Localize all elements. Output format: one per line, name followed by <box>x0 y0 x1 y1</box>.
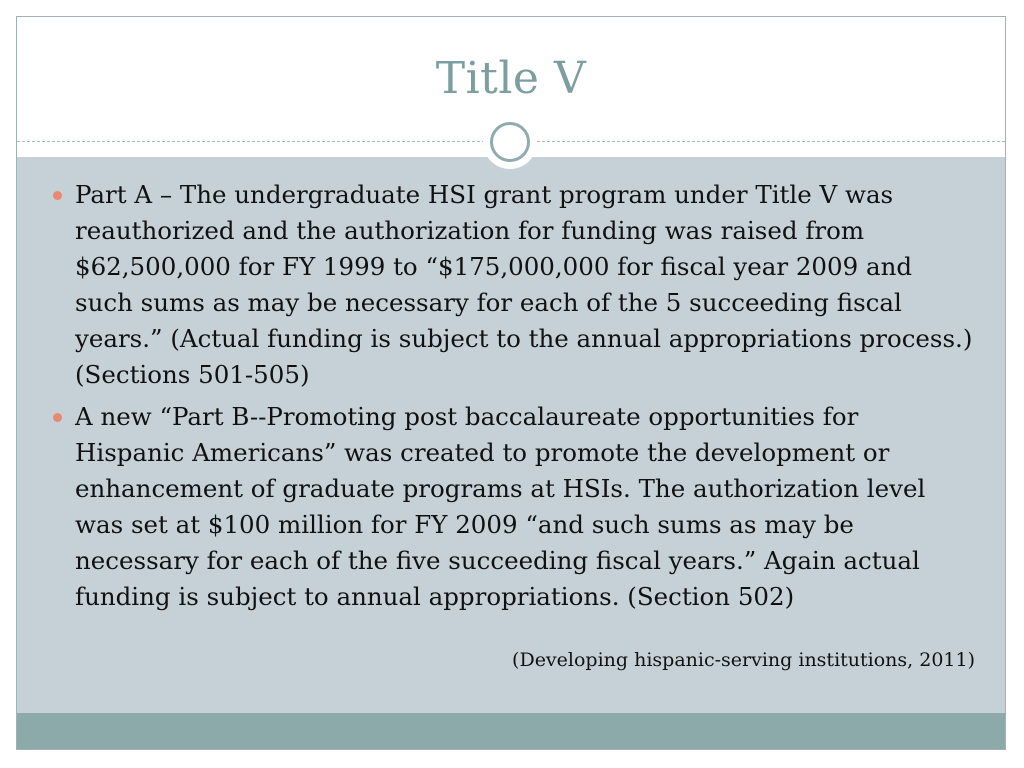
slide <box>16 16 1006 750</box>
bullet-dot-icon <box>53 413 62 422</box>
bullet-item <box>75 399 975 615</box>
footer-band <box>17 713 1005 749</box>
bullet-item <box>75 177 975 393</box>
slide-title: Title V <box>435 53 587 104</box>
circle-ring-icon <box>483 115 537 169</box>
bullet-dot-icon <box>53 191 62 200</box>
bullet-text: A new “Part B--Promoting post baccalaureate opportunities for Hispanic Americans” was created to promote the development or enhancement of graduate programs at HSIs. The authorization level was set at $100 million for FY 2009 “and such sums as may be necessary for each of the five succeeding fiscal years.” Again actual funding is subject to annual appropriations. (Section 502) <box>75 402 926 611</box>
bullet-list <box>75 177 975 621</box>
citation: (Developing hispanic-serving institutions, 2011) <box>512 649 975 671</box>
bullet-text: Part A – The undergraduate HSI grant program under Title V was reauthorized and the authorization for funding was raised from $62,500,000 for FY 1999 to “$175,000,000 for fiscal year 2009 and such sums as may be necessary for each of the 5 succeeding fiscal years.” (Actual funding is subject to the annual appropriations process.) (Sections 501-505) <box>75 180 973 389</box>
slide-content <box>17 157 1005 715</box>
